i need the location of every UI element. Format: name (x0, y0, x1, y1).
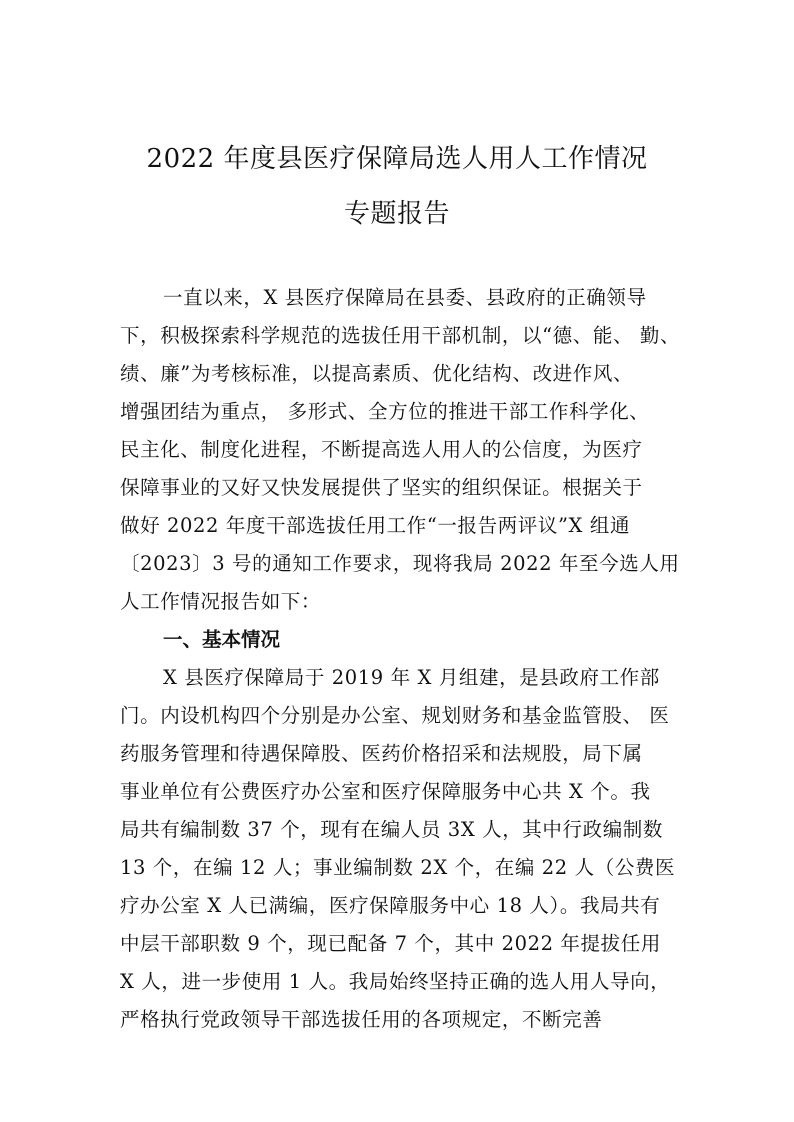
paragraph-line: 民主化、制度化进程，不断提高选人用人的公信度，为医疗 (120, 438, 643, 461)
paragraph-line: 严格执行党政领导干部选拔任用的各项规定，不断完善 (120, 1008, 603, 1031)
paragraph-line: X 人，进一步使用 1 人。我局始终坚持正确的选人用人导向， (120, 970, 671, 993)
paragraph-line: 中层干部职数 9 个，现已配备 7 个，其中 2022 年提拔任用 (120, 932, 661, 955)
paragraph-line: 下，积极探索科学规范的选拔任用干部机制，以“德、能、 勤、 (120, 324, 681, 347)
paragraph-line: 疗办公室 X 人已满编，医疗保障服务中心 18 人）。我局共有 (120, 894, 661, 917)
paragraph-line: 局共有编制数 37 个，现有在编人员 3X 人，其中行政编制数 (120, 818, 663, 841)
paragraph-line: X 县医疗保障局于 2019 年 X 月组建，是县政府工作部 (163, 666, 660, 689)
paragraph-line: 药服务管理和待遇保障股、医药价格招采和法规股，局下属 (120, 742, 643, 765)
paragraph-line: 增强团结为重点， 多形式、全方位的推进干部工作科学化、 (120, 400, 650, 423)
paragraph-line: 13 个，在编 12 人；事业编制数 2X 个，在编 22 人（公费医 (120, 856, 676, 879)
paragraph-line: 保障事业的又好又快发展提供了坚实的组织保证。根据关于 (120, 476, 643, 499)
paragraph-line: 做好 2022 年度干部选拔任用工作“一报告两评议”X 组通 (120, 514, 631, 537)
paragraph-line: 事业单位有公费医疗办公室和医疗保障服务中心共 X 个。我 (120, 780, 651, 803)
paragraph-line: 〔2023〕3 号的通知工作要求，现将我局 2022 年至今选人用 (120, 552, 680, 575)
paragraph-line: 绩、廉”为考核标准，以提高素质、优化结构、改进作风、 (120, 362, 634, 385)
paragraph-line: 人工作情况报告如下： (120, 590, 322, 613)
section-heading: 一、基本情况 (163, 628, 281, 651)
paragraph-line: 一直以来，X 县医疗保障局在县委、县政府的正确领导 (163, 286, 647, 309)
document-title-line-2: 专题报告 (343, 199, 450, 229)
paragraph-line: 门。内设机构四个分别是办公室、规划财务和基金监管股、 医 (120, 704, 670, 727)
document-title-line-1: 2022 年度县医疗保障局选人用人工作情况 (146, 144, 648, 174)
